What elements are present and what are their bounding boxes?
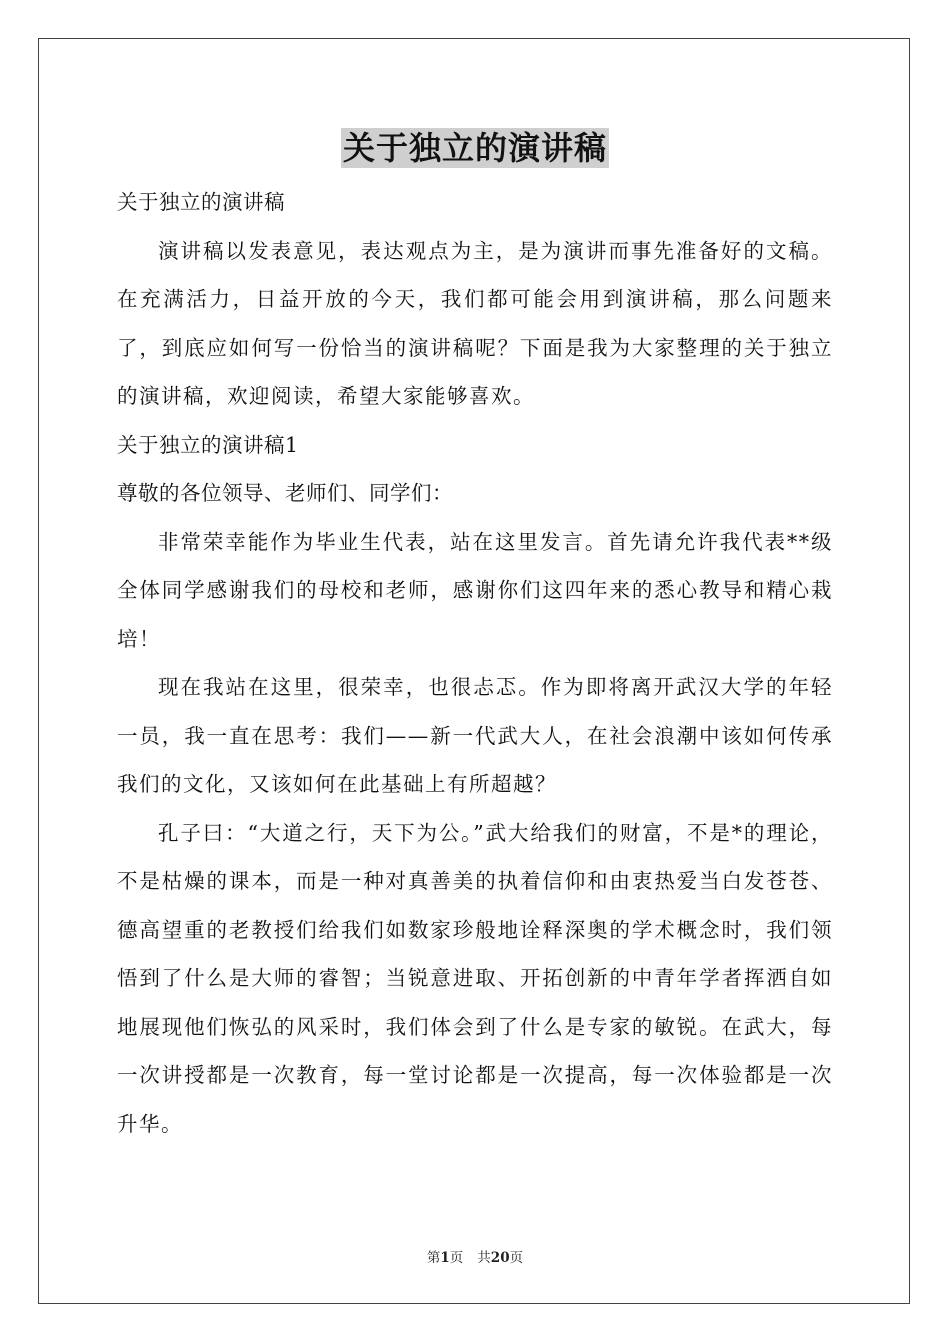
document-subtitle: 关于独立的演讲稿: [117, 190, 285, 214]
section-heading: 关于独立的演讲稿1: [117, 432, 299, 457]
document-body: [117, 178, 833, 1148]
footer-total-pages: 20: [490, 1250, 510, 1266]
footer-total-suffix: 页: [509, 1250, 524, 1266]
title-area: [0, 128, 950, 168]
page-footer: [0, 1246, 950, 1266]
footer-page-number: 1: [440, 1250, 450, 1266]
footer-total-prefix: 共: [477, 1250, 491, 1266]
footer-page-suffix: 页: [449, 1250, 464, 1266]
body-paragraph: 非常荣幸能作为毕业生代表，站在这里发言。首先请允许我代表**级全体同学感谢我们的母校和老师，感谢你们这四年来的悉心教导和精心栽培！: [117, 529, 833, 651]
footer-page-prefix: 第: [426, 1250, 441, 1266]
intro-paragraph: 演讲稿以发表意见，表达观点为主，是为演讲而事先准备好的文稿。在充满活力，日益开放的今天，我们都可能会用到演讲稿，那么问题来了，到底应如何写一份恰当的演讲稿呢？下面是我为大家整理的关于独立的演讲稿，欢迎阅读，希望大家能够喜欢。: [117, 238, 833, 408]
body-paragraph: 现在我站在这里，很荣幸，也很忐忑。作为即将离开武汉大学的年轻一员，我一直在思考：我们——新一代武大人，在社会浪潮中该如何传承我们的文化，又该如何在此基础上有所超越？: [117, 675, 833, 796]
salutation: 尊敬的各位领导、老师们、同学们：: [117, 481, 453, 505]
document-title: 关于独立的演讲稿: [342, 129, 607, 167]
body-paragraph: 孔子曰：“大道之行，天下为公。”武大给我们的财富，不是*的理论，不是枯燥的课本，而是一种对真善美的执着信仰和由衷热爱当白发苍苍、德高望重的老教授们给我们如数家珍般地诠释深奥的学术概念时，我们领悟到了什么是大师的睿智；当锐意进取、开拓创新的中青年学者挥洒自如地展现他们恢弘的风采时，我们体会到了什么是专家的敏锐。在武大，每一次讲授都是一次教育，每一堂讨论都是一次提高，每一次体验都是一次升华。: [117, 820, 833, 1136]
